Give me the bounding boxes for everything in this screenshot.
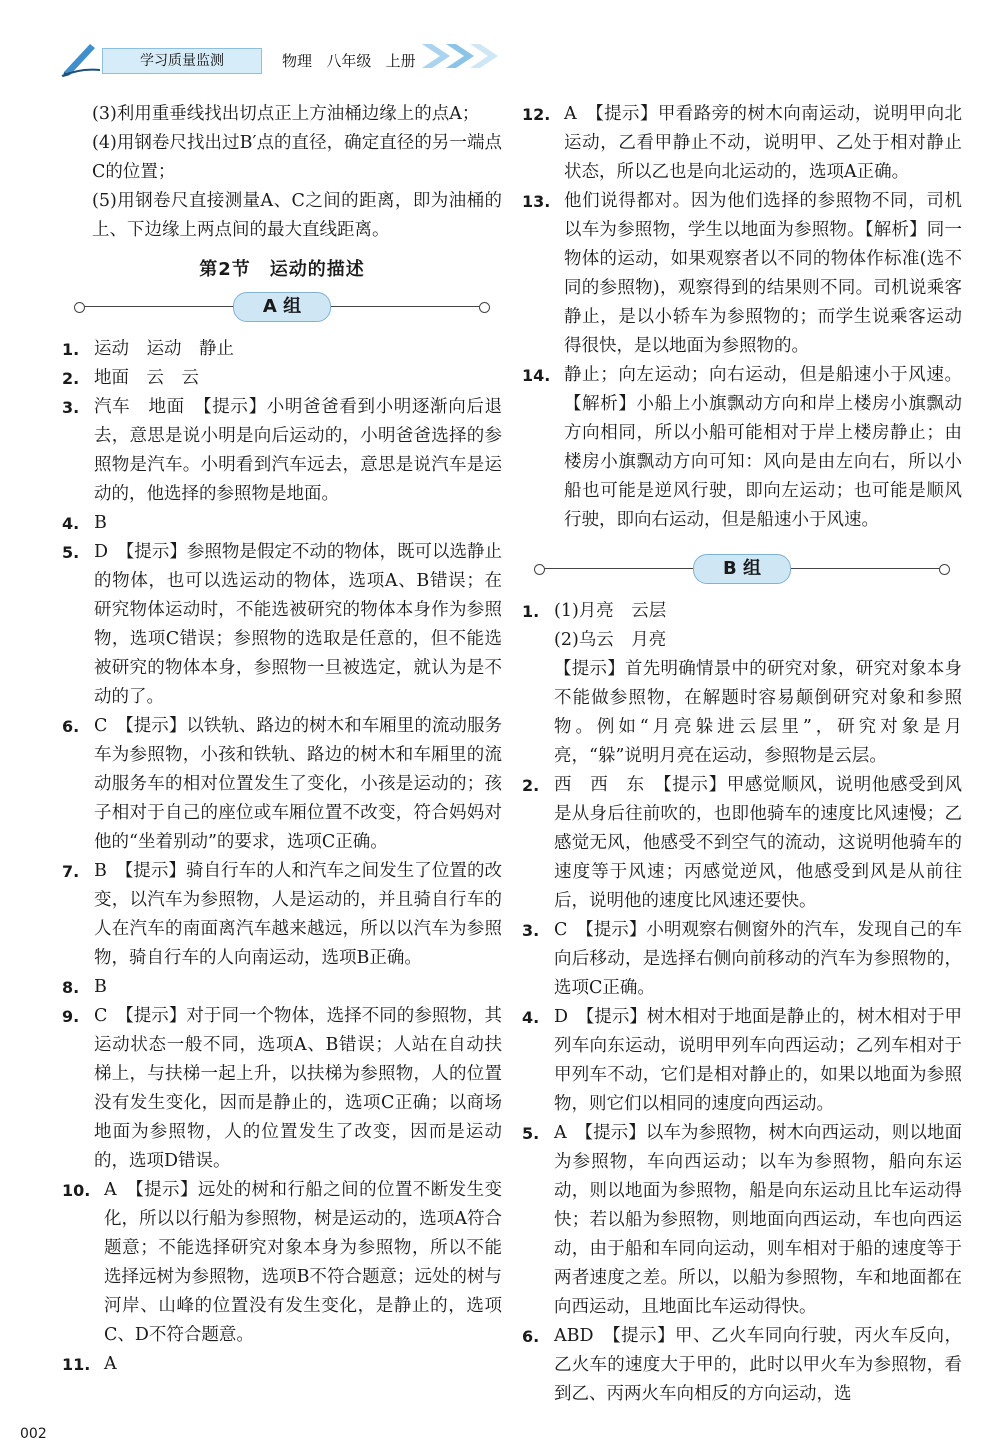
list-item: 3. C 【提示】小明观察右侧窗外的汽车，发现自己的车向后移动，是选择右侧向前移动的汽车为参照物的，选项C正确。 xyxy=(522,920,962,998)
list-item: 4. D 【提示】树木相对于地面是静止的，树木相对于甲列车向东运动，说明甲列车向西运动；乙列车相对于甲列车不动，它们是相对静止的，如果以地面为参照物，则它们以相同的速度向西运动。 xyxy=(522,1007,962,1114)
left-top-para-3: (5)用钢卷尺直接测量A、C之间的距离，即为油桶的上、下边缘上两点间的最大直线距离。 xyxy=(92,191,502,240)
list-item: 5. D 【提示】参照物是假定不动的物体，既可以选静止的物体，也可以选运动的物体，选项A、B错误；在研究物体运动时，不能选被研究的物体本身作为参照物，选项C错误；参照物的选取是任意的，但不能选被研究的物体本身，参照物一旦被选定，就认为是不动的了。 xyxy=(62,542,502,707)
left-top-para-1: (3)利用重垂线找出切点正上方油桶边缘上的点A； xyxy=(92,104,480,124)
page-number: 002 xyxy=(20,1426,47,1442)
header-tag: 学习质量监测 xyxy=(102,48,262,74)
list-item: 3. 汽车 地面 【提示】小明爸爸看到小明逐渐向后退去，意思是说小明是向后运动的，小明爸爸选择的参照物是汽车。小明看到汽车远去，意思是说汽车是运动的，他选择的参照物是地面。 xyxy=(62,397,502,504)
list-item: 1. 运动 运动 静止 xyxy=(62,339,234,359)
group-a-header xyxy=(62,289,502,325)
page-header xyxy=(60,38,460,78)
pen-icon xyxy=(60,38,100,78)
group-a-label: A 组 xyxy=(233,292,331,322)
list-item: 10. A 【提示】远处的树和行船之间的位置不断发生变化，所以以行船为参照物，树是运动的，选项A符合题意；不能选择研究对象本身为参照物，所以不能选择远树为参照物，选项B不符合题意；远处的树与河岸、山峰的位置没有发生变化，是静止的，选项C、D不符合题意。 xyxy=(62,1180,502,1345)
group-b-label: B 组 xyxy=(693,554,791,584)
list-item: 5. A 【提示】以车为参照物，树木向西运动，则以地面为参照物，车向西运动；以车为参照物，船向东运动，则以地面为参照物，船是向东运动且比车运动得快；若以船为参照物，则地面向西运动，车也向西运动，由于船和车同向运动，则车相对于船的速度等于两者速度之差。所以，以船为参照物，车和地面都在向西运动，且地面比车运动得快。 xyxy=(522,1123,962,1317)
right-column xyxy=(522,100,962,1409)
list-item: 8. B xyxy=(62,977,107,997)
list-item: 1. (1)月亮 云层 (2)乌云 月亮 【提示】首先明确情景中的研究对象，研究对象本身不能做参照物，在解题时容易颠倒研究对象和参照物。例如“月亮躲进云层里”，研究对象是月亮，“躲”说明月亮在运动，参照物是云层。 xyxy=(522,601,962,766)
list-item: 14. 静止；向左运动；向右运动，但是船速小于风速。【解析】小船上小旗飘动方向和岸上楼房小旗飘动方向相同，所以小船可能相对于岸上楼房静止；由楼房小旗飘动方向可知：风向是由左向右，所以小船也可能是逆风行驶，即向左运动；也可能是顺风行驶，即向右运动，但是船速小于风速。 xyxy=(522,365,962,530)
volume: 上册 xyxy=(385,52,416,70)
list-item: 7. B 【提示】骑自行车的人和汽车之间发生了位置的改变，以汽车为参照物，人是运动的，并且骑自行车的人在汽车的南面离汽车越来越远，所以以汽车为参照物，骑自行车的人向南运动，选项B正确。 xyxy=(62,861,502,968)
list-item: 6. ABD 【提示】甲、乙火车同向行驶，丙火车反向，乙火车的速度大于甲的，此时以甲火车为参照物，看到乙、丙两火车向相反的方向运动，选 xyxy=(522,1326,962,1404)
list-item: 11. A xyxy=(62,1354,117,1374)
group-b-header xyxy=(522,551,962,587)
list-item: 4. B xyxy=(62,513,107,533)
list-item: 9. C 【提示】对于同一个物体，选择不同的参照物，其运动状态一般不同，选项A、B错误；人站在自动扶梯上，与扶梯一起上升，以扶梯为参照物，人的位置没有发生变化，因而是静止的，选项C正确；以商场地面为参照物，人的位置发生了改变，因而是运动的，选项D错误。 xyxy=(62,1006,502,1171)
subject: 物理 xyxy=(282,52,313,70)
header-subtitle xyxy=(282,48,416,74)
list-item: 2. 西 西 东 【提示】甲感觉顺风，说明他感受到风是从身后往前吹的，也即他骑车的速度比风速慢；乙感觉无风，他感受不到空气的流动，这说明他骑车的速度等于风速；丙感觉逆风，他感受到风是从前往后，说明他的速度比风速还要快。 xyxy=(522,775,962,911)
grade: 八年级 xyxy=(326,52,372,70)
list-item: 6. C 【提示】以铁轨、路边的树木和车厢里的流动服务车为参照物，小孩和铁轨、路边的树木和车厢里的流动服务车的相对位置发生了变化，小孩是运动的；孩子相对于自己的座位或车厢位置不改变，符合妈妈对他的“坐着别动”的要求，选项C正确。 xyxy=(62,716,502,852)
list-item: 13. 他们说得都对。因为他们选择的参照物不同，司机以车为参照物，学生以地面为参照物。【解析】同一物体的运动，如果观察者以不同的物体作标准(选不同的参照物)，观察得到的结果则不同。司机说乘客静止，是以小轿车为参照物的；而学生说乘客运动得很快，是以地面为参照物的。 xyxy=(522,191,962,356)
left-column xyxy=(62,100,502,1379)
left-top-para-2: (4)用钢卷尺找出过B′点的直径，确定直径的另一端点C的位置； xyxy=(92,133,502,182)
list-item: 2. 地面 云 云 xyxy=(62,368,199,388)
chevron-decoration-icon xyxy=(418,40,498,72)
section-title: 第2节 运动的描述 xyxy=(199,259,365,280)
list-item: 12. A 【提示】甲看路旁的树木向南运动，说明甲向北运动，乙看甲静止不动，说明甲、乙处于相对静止状态，所以乙也是向北运动的，选项A正确。 xyxy=(522,104,962,182)
